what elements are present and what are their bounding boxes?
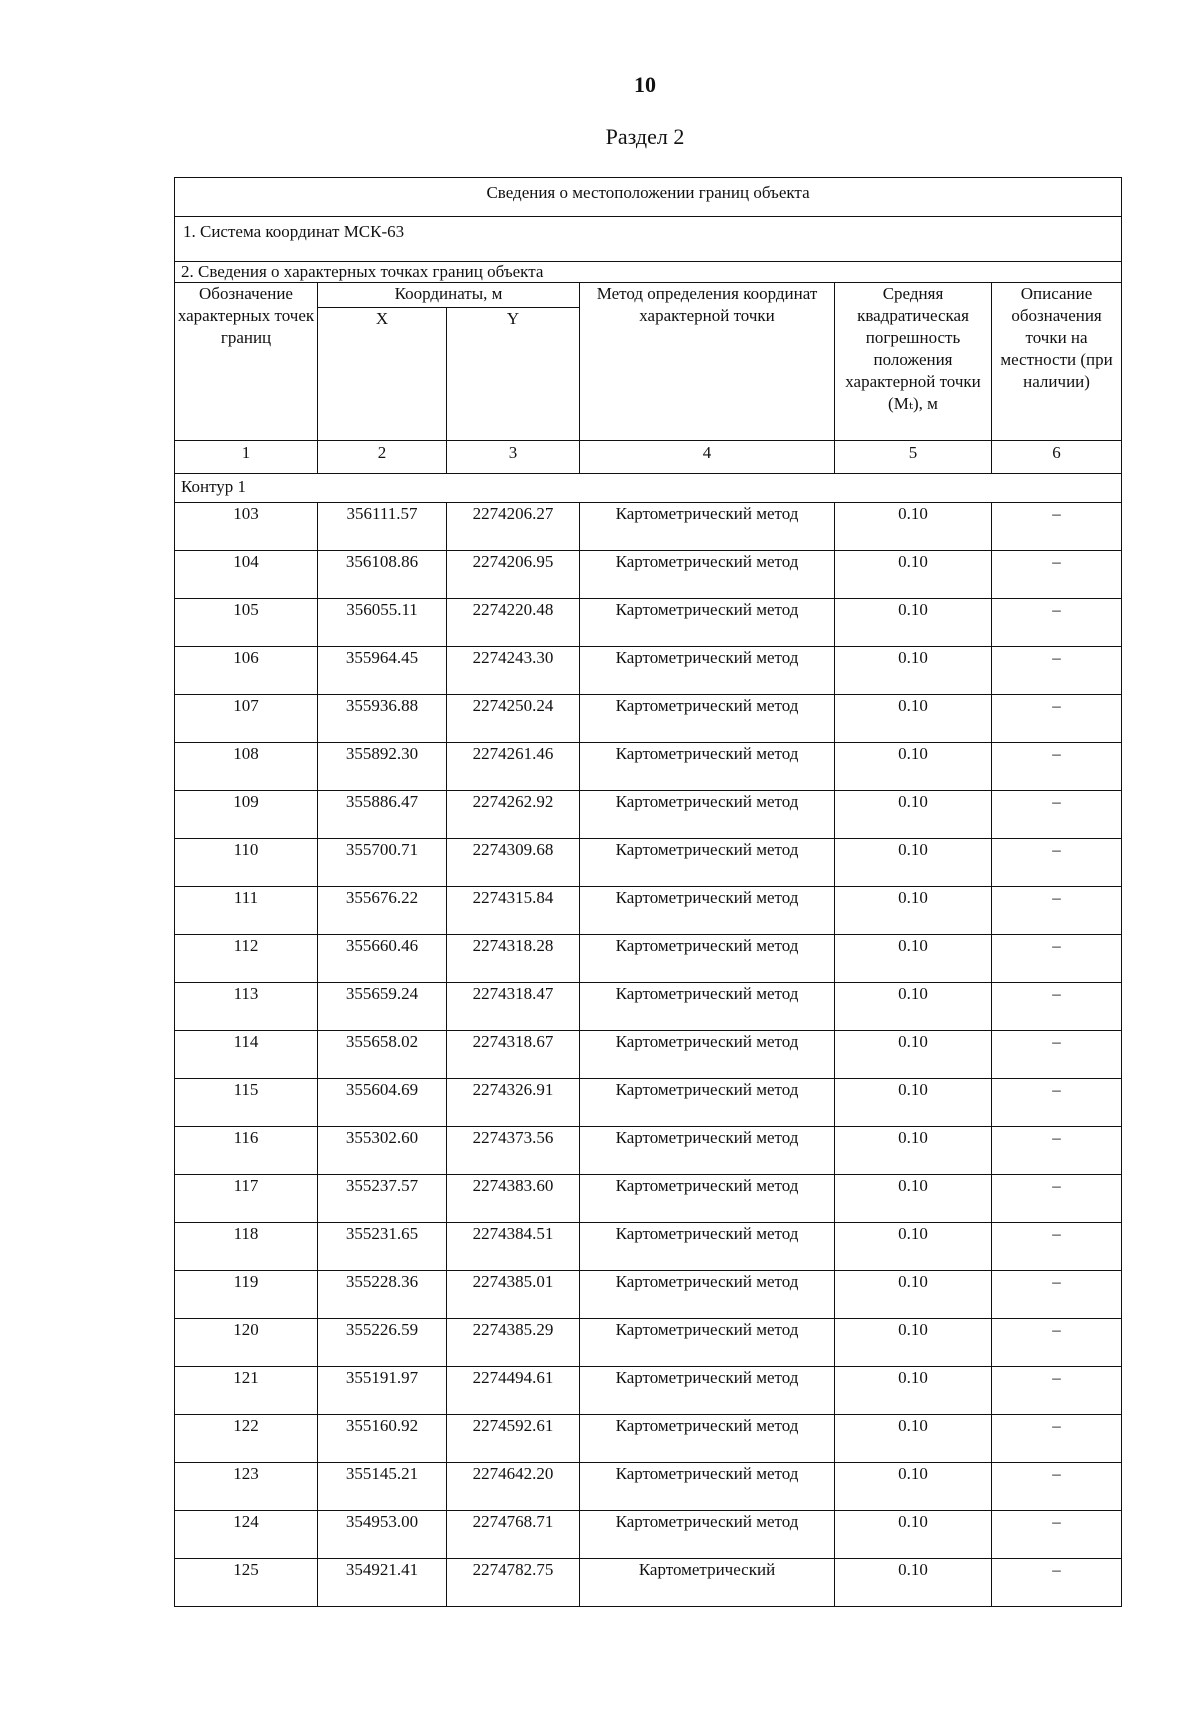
point-id: 119 [175,1271,318,1319]
point-id: 123 [175,1463,318,1511]
coord-x: 355231.65 [318,1223,447,1271]
method: Картометрический метод [580,1175,835,1223]
error-value: 0.10 [835,1079,992,1127]
coord-x: 355160.92 [318,1415,447,1463]
table-row [175,695,1122,743]
error-value: 0.10 [835,503,992,551]
error-value: 0.10 [835,743,992,791]
coord-y: 2274782.75 [447,1559,580,1607]
error-value: 0.10 [835,1415,992,1463]
method: Картометрический метод [580,1271,835,1319]
coord-y: 2274250.24 [447,695,580,743]
coord-y: 2274262.92 [447,791,580,839]
description: – [992,1079,1122,1127]
method: Картометрический метод [580,1367,835,1415]
table-row [175,1127,1122,1175]
point-id: 113 [175,983,318,1031]
description: – [992,983,1122,1031]
description: – [992,599,1122,647]
contour-label: Контур 1 [175,474,1122,503]
description: – [992,1175,1122,1223]
coord-x: 355659.24 [318,983,447,1031]
coord-y: 2274383.60 [447,1175,580,1223]
error-value: 0.10 [835,791,992,839]
error-value: 0.10 [835,1559,992,1607]
error-value: 0.10 [835,1367,992,1415]
header-y: Y [447,308,580,441]
description: – [992,647,1122,695]
method: Картометрический метод [580,1031,835,1079]
column-number: 2 [318,441,447,474]
coord-y: 2274206.95 [447,551,580,599]
coord-x: 355658.02 [318,1031,447,1079]
table-row [175,647,1122,695]
description: – [992,1127,1122,1175]
table-row [175,1223,1122,1271]
method: Картометрический метод [580,1127,835,1175]
method: Картометрический метод [580,599,835,647]
column-number: 4 [580,441,835,474]
method: Картометрический метод [580,1079,835,1127]
error-value: 0.10 [835,839,992,887]
table-row [175,935,1122,983]
table-row [175,1175,1122,1223]
section-title: Раздел 2 [605,124,685,149]
table-row [175,503,1122,551]
point-id: 124 [175,1511,318,1559]
table-row [175,983,1122,1031]
coordinate-system: 1. Система координат МСК-63 [175,217,1122,262]
description: – [992,1559,1122,1607]
point-id: 112 [175,935,318,983]
point-id: 120 [175,1319,318,1367]
boundary-table-container [174,177,1121,1607]
description: – [992,1319,1122,1367]
coord-y: 2274318.47 [447,983,580,1031]
table-row [175,1415,1122,1463]
table-row [175,743,1122,791]
coord-x: 356055.11 [318,599,447,647]
error-value: 0.10 [835,1463,992,1511]
point-id: 115 [175,1079,318,1127]
description: – [992,695,1122,743]
coord-x: 355892.30 [318,743,447,791]
table-row [175,599,1122,647]
error-value: 0.10 [835,1175,992,1223]
coord-y: 2274768.71 [447,1511,580,1559]
table-row [175,1511,1122,1559]
coord-y: 2274642.20 [447,1463,580,1511]
method: Картометрический метод [580,551,835,599]
description: – [992,551,1122,599]
coord-x: 354953.00 [318,1511,447,1559]
column-number: 5 [835,441,992,474]
coord-y: 2274206.27 [447,503,580,551]
header-x: X [318,308,447,441]
description: – [992,1223,1122,1271]
table-row [175,1463,1122,1511]
description: – [992,503,1122,551]
coord-x: 355886.47 [318,791,447,839]
table-row [175,1031,1122,1079]
method: Картометрический метод [580,1415,835,1463]
description: – [992,1271,1122,1319]
point-id: 104 [175,551,318,599]
point-id: 105 [175,599,318,647]
coord-y: 2274385.29 [447,1319,580,1367]
coord-x: 355660.46 [318,935,447,983]
table-row [175,1559,1122,1607]
coord-x: 354921.41 [318,1559,447,1607]
point-id: 107 [175,695,318,743]
description: – [992,935,1122,983]
point-id: 111 [175,887,318,935]
header-coordinates: Координаты, м [318,283,580,308]
description: – [992,839,1122,887]
error-value: 0.10 [835,935,992,983]
coord-y: 2274384.51 [447,1223,580,1271]
description: – [992,1031,1122,1079]
point-id: 103 [175,503,318,551]
description: – [992,887,1122,935]
error-value: 0.10 [835,1271,992,1319]
description: – [992,1511,1122,1559]
table-row [175,1367,1122,1415]
coord-y: 2274373.56 [447,1127,580,1175]
coord-y: 2274385.01 [447,1271,580,1319]
header-designation: Обозначение характерных точек границ [175,283,318,441]
table-row [175,887,1122,935]
method: Картометрический метод [580,839,835,887]
error-value: 0.10 [835,1319,992,1367]
point-id: 121 [175,1367,318,1415]
table-row [175,839,1122,887]
coord-y: 2274494.61 [447,1367,580,1415]
description: – [992,1463,1122,1511]
coord-x: 356108.86 [318,551,447,599]
boundary-table [174,177,1122,1607]
coord-x: 355302.60 [318,1127,447,1175]
point-id: 122 [175,1415,318,1463]
point-id: 117 [175,1175,318,1223]
method: Картометрический метод [580,1463,835,1511]
point-id: 118 [175,1223,318,1271]
method: Картометрический метод [580,791,835,839]
column-number: 1 [175,441,318,474]
method: Картометрический метод [580,887,835,935]
description: – [992,1367,1122,1415]
description: – [992,1415,1122,1463]
header-error: Средняя квадратическая погрешность положения характерной точки (Mₜ), м [835,283,992,441]
coord-y: 2274261.46 [447,743,580,791]
point-id: 109 [175,791,318,839]
coord-x: 355964.45 [318,647,447,695]
table-row [175,1079,1122,1127]
method: Картометрический метод [580,647,835,695]
header-method: Метод определения координат характерной точки [580,283,835,441]
table-row [175,791,1122,839]
coord-x: 355237.57 [318,1175,447,1223]
coord-x: 355226.59 [318,1319,447,1367]
coord-y: 2274243.30 [447,647,580,695]
point-id: 110 [175,839,318,887]
coord-x: 355228.36 [318,1271,447,1319]
coord-y: 2274592.61 [447,1415,580,1463]
method: Картометрический метод [580,695,835,743]
point-id: 125 [175,1559,318,1607]
error-value: 0.10 [835,1511,992,1559]
method: Картометрический метод [580,983,835,1031]
table-row [175,1271,1122,1319]
description: – [992,791,1122,839]
column-number: 3 [447,441,580,474]
coord-x: 355604.69 [318,1079,447,1127]
coord-y: 2274326.91 [447,1079,580,1127]
method: Картометрический метод [580,1223,835,1271]
error-value: 0.10 [835,599,992,647]
coord-x: 355676.22 [318,887,447,935]
table-row [175,1319,1122,1367]
table-caption: Сведения о местоположении границ объекта [175,178,1122,217]
table-row [175,551,1122,599]
coord-y: 2274315.84 [447,887,580,935]
point-id: 114 [175,1031,318,1079]
coord-x: 355145.21 [318,1463,447,1511]
method: Картометрический метод [580,503,835,551]
method: Картометрический метод [580,1511,835,1559]
method: Картометрический [580,1559,835,1607]
method: Картометрический метод [580,743,835,791]
error-value: 0.10 [835,551,992,599]
coord-y: 2274318.67 [447,1031,580,1079]
error-value: 0.10 [835,1031,992,1079]
error-value: 0.10 [835,983,992,1031]
error-value: 0.10 [835,887,992,935]
description: – [992,743,1122,791]
method: Картометрический метод [580,935,835,983]
error-value: 0.10 [835,695,992,743]
coord-x: 355700.71 [318,839,447,887]
point-id: 116 [175,1127,318,1175]
error-value: 0.10 [835,1127,992,1175]
page-number: 10 [634,72,656,97]
coord-x: 355191.97 [318,1367,447,1415]
point-id: 106 [175,647,318,695]
coord-y: 2274318.28 [447,935,580,983]
error-value: 0.10 [835,647,992,695]
coord-y: 2274220.48 [447,599,580,647]
coord-x: 355936.88 [318,695,447,743]
point-id: 108 [175,743,318,791]
header-description: Описание обозначения точки на местности (при наличии) [992,283,1122,441]
coord-x: 356111.57 [318,503,447,551]
column-number: 6 [992,441,1122,474]
points-section-title: 2. Сведения о характерных точках границ объекта [175,262,1122,283]
error-value: 0.10 [835,1223,992,1271]
method: Картометрический метод [580,1319,835,1367]
coord-y: 2274309.68 [447,839,580,887]
